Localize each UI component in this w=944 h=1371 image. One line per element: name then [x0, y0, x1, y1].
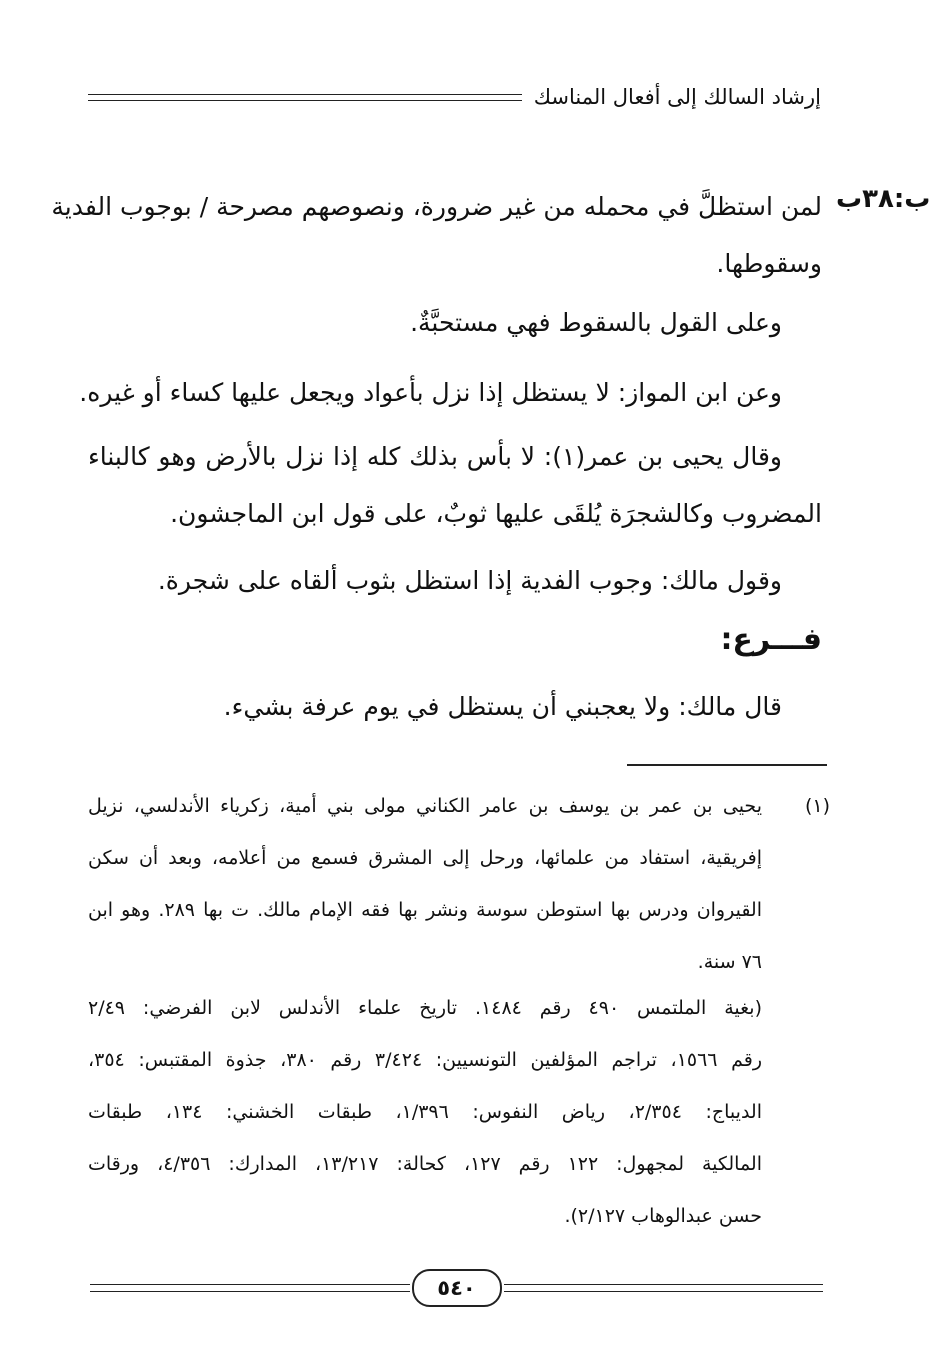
- running-header: [88, 82, 821, 112]
- footnote-1-line-4: ٧٦ سنة.: [697, 951, 762, 973]
- paragraph-5: [88, 552, 822, 609]
- page-number: ٥٤٠: [412, 1269, 502, 1307]
- section-subheading: فـــرع:: [720, 622, 822, 657]
- header-double-rule: [88, 94, 522, 101]
- paragraph-5-line-1: وقول مالك: وجوب الفدية إذا استظل بثوب ألقاه على شجرة.: [157, 566, 782, 595]
- paragraph-4-line-1: وقال يحيى بن عمر(١): لا بأس بذلك كله إذا نزل بالأرض وهو كالبناء: [88, 442, 782, 471]
- footnote-sources-line-1: (بغية الملتمس ٤٩٠ رقم ١٤٨٤. تاريخ علماء الأندلس لابن الفرضي: ٢/٤٩: [88, 997, 762, 1019]
- footnote-1-line-2: إفريقية، استفاد من علمائها، ورحل إلى المشرق فسمع من أعلامه، وبعد أن سكن: [88, 847, 762, 869]
- footnote-number: (١): [804, 795, 830, 817]
- paragraph-1-line-2: وسقوطها.: [716, 249, 822, 278]
- paragraph-1: [51, 178, 822, 292]
- paragraph-4-line-2: المضروب وكالشجرَة يُلقَى عليها ثوبٌ، على قول ابن الماجشون.: [170, 499, 822, 528]
- paragraph-2: [88, 294, 822, 351]
- footnote-1-sources: [88, 982, 828, 1242]
- footnote-sources-line-2: رقم ١٥٦٦، تراجم المؤلفين التونسيين: ٣/٤٢٤ رقم ٣٨٠، جذوة المقتبس: ٣٥٤،: [88, 1049, 762, 1071]
- paragraph-1-line-1: لمن استظلَّ في محمله من غير ضرورة، ونصوصهم مصرحة / بوجوب الفدية: [51, 192, 822, 221]
- paragraph-2-line-1: وعلى القول بالسقوط فهي مستحبَّةٌ.: [410, 308, 782, 337]
- paragraph-4: [88, 428, 822, 542]
- footnote-sources-line-3: الديباج: ٢/٣٥٤، رياض النفوس: ١/٣٩٦، طبقات الخشني: ١٣٤، طبقات: [88, 1101, 762, 1123]
- footer-rule-right: [504, 1284, 824, 1292]
- paragraph-3-line-1: وعن ابن المواز: لا يستظل إذا نزل بأعواد ويجعل عليها كساء أو غيره.: [79, 378, 782, 407]
- footnote-1: [88, 780, 828, 988]
- footnote-separator: [627, 764, 827, 766]
- footnote-sources-line-4: المالكية لمجهول: ١٢٢ رقم ١٢٧، كحالة: ١٣/٢١٧، المدارك: ٤/٣٥٦، ورقات: [88, 1153, 762, 1175]
- paragraph-6: [88, 678, 822, 735]
- footer-rule-left: [90, 1284, 410, 1292]
- footnote-1-line-1: يحيى بن عمر بن يوسف بن عامر الكناني مولى بني أمية، زكرياء الأندلسي، نزيل: [88, 795, 762, 817]
- page-footer: [90, 1270, 823, 1306]
- book-title: إرشاد السالك إلى أفعال المناسك: [533, 85, 821, 109]
- footnote-1-line-3: القيروان ودرس بها استوطن سوسة ونشر بها فقه الإمام مالك. ت بها ٢٨٩. وهو ابن: [88, 899, 762, 921]
- paragraph-3: [79, 364, 822, 421]
- paragraph-6-line-1: قال مالك: ولا يعجبني أن يستظل في يوم عرفة بشيء.: [223, 692, 782, 721]
- footnote-sources-line-5: حسن عبدالوهاب ٢/١٢٧).: [564, 1205, 762, 1227]
- manuscript-folio-marker: ب:٣٨ب: [836, 184, 931, 214]
